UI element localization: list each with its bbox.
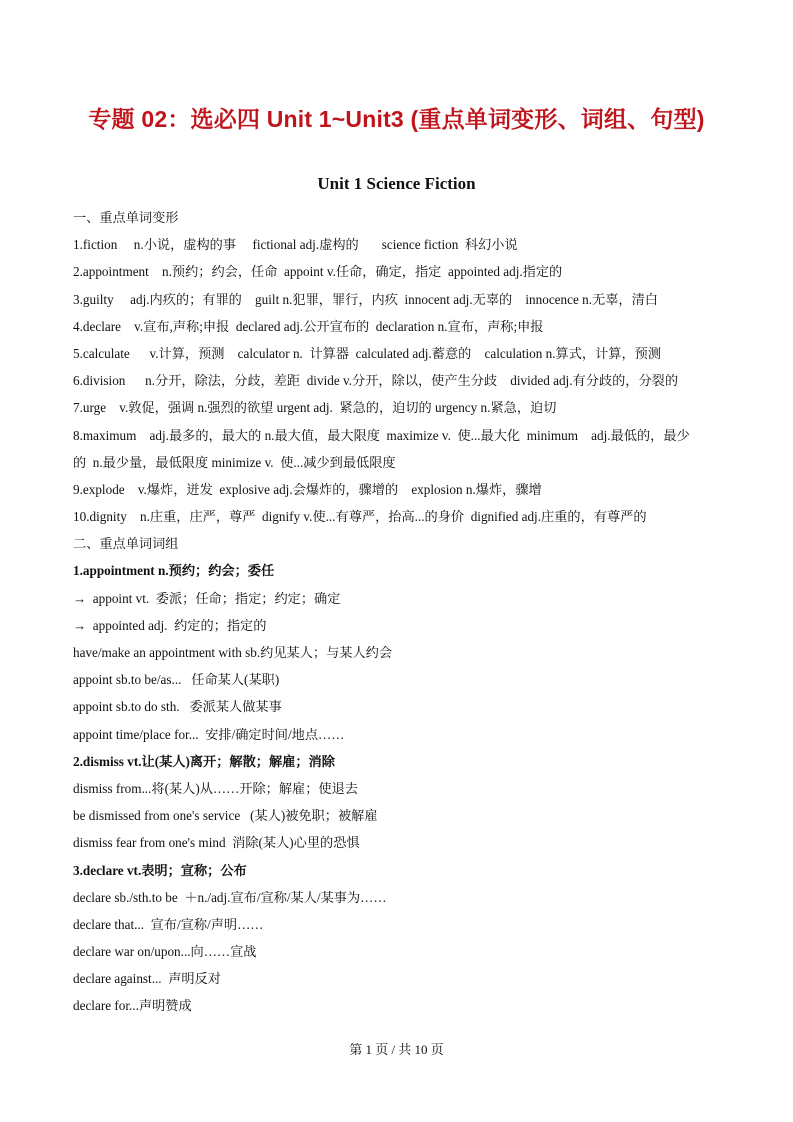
- text-line: 8.maximum adj.最多的，最大的 n.最大值，最大限度 maximize v. 使...最大化 minimum adj.最低的，最少: [73, 427, 690, 443]
- document-body: [73, 204, 723, 1020]
- unit-heading: Unit 1 Science Fiction: [317, 174, 476, 193]
- text-line: 3.guilty adj.内疚的；有罪的 guilt n.犯罪，罪行，内疚 innocent adj.无辜的 innocence n.无辜，清白: [73, 291, 658, 307]
- text-line: → appointed adj. 约定的；指定的: [73, 617, 267, 633]
- text-line: appoint time/place for... 安排/确定时间/地点……: [73, 726, 345, 742]
- text-line: be dismissed from one's service (某人)被免职；被解雇: [73, 808, 378, 824]
- text-line: 6.division n.分开，除法，分歧，差距 divide v.分开，除以，使产生分歧 divided adj.有分歧的，分裂的: [73, 373, 679, 389]
- text-line: 10.dignity n.庄重，庄严，尊严 dignify v.使...有尊严，抬高...的身价 dignified adj.庄重的，有尊严的: [73, 509, 647, 525]
- text-line: 的 n.最少量，最低限度 minimize v. 使...减少到最低限度: [73, 454, 396, 470]
- document-title: 专题 02：选必四 Unit 1~Unit3 (重点单词变形、词组、句型): [88, 106, 705, 132]
- text-line: declare sb./sth.to be ＋n./adj.宣布/宣称/某人/某事为……: [73, 889, 387, 905]
- text-line: → appoint vt. 委派；任命；指定；约定；确定: [73, 590, 341, 606]
- text-line: 二、重点单词词组: [73, 536, 179, 552]
- text-line: declare for...声明赞成: [73, 998, 192, 1014]
- text-line: 一、重点单词变形: [73, 210, 179, 225]
- text-line: 5.calculate v.计算，预测 calculator n. 计算器 calculated adj.蓄意的 calculation n.算式，计算，预测: [73, 345, 662, 361]
- text-line: declare war on/upon...向……宣战: [73, 944, 257, 960]
- text-line: dismiss fear from one's mind 消除(某人)心里的恐惧: [73, 835, 360, 851]
- text-line: have/make an appointment with sb.约见某人；与某人约会: [73, 645, 393, 660]
- text-line: 9.explode v.爆炸，迸发 explosive adj.会爆炸的，骤增的 explosion n.爆炸，骤增: [73, 481, 542, 497]
- text-line: 4.declare v.宣布,声称;申报 declared adj.公开宣布的 declaration n.宣布，声称;申报: [73, 318, 544, 334]
- text-line: 2.appointment n.预约；约会，任命 appoint v.任命，确定，指定 appointed adj.指定的: [73, 264, 563, 280]
- text-line: declare against... 声明反对: [73, 971, 221, 987]
- text-line: 7.urge v.敦促，强调 n.强烈的欲望 urgent adj. 紧急的，迫切的 urgency n.紧急，迫切: [73, 400, 557, 416]
- section-subheading: 3.declare vt.表明；宣称；公布: [73, 862, 247, 878]
- text-line: declare that... 宣布/宣称/声明……: [73, 916, 264, 932]
- section-subheading: 1.appointment n.预约；约会；委任: [73, 563, 275, 579]
- page-footer: 第 1 页 / 共 10 页: [349, 1042, 444, 1057]
- text-line: 1.fiction n.小说，虚构的事 fictional adj.虚构的 science fiction 科幻小说: [73, 237, 518, 253]
- text-line: appoint sb.to do sth. 委派某人做某事: [73, 699, 282, 715]
- section-subheading: 2.dismiss vt.让(某人)离开；解散；解雇；消除: [73, 753, 335, 769]
- text-line: dismiss from...将(某人)从……开除；解雇；使退去: [73, 780, 358, 796]
- text-line: appoint sb.to be/as... 任命某人(某职): [73, 672, 280, 688]
